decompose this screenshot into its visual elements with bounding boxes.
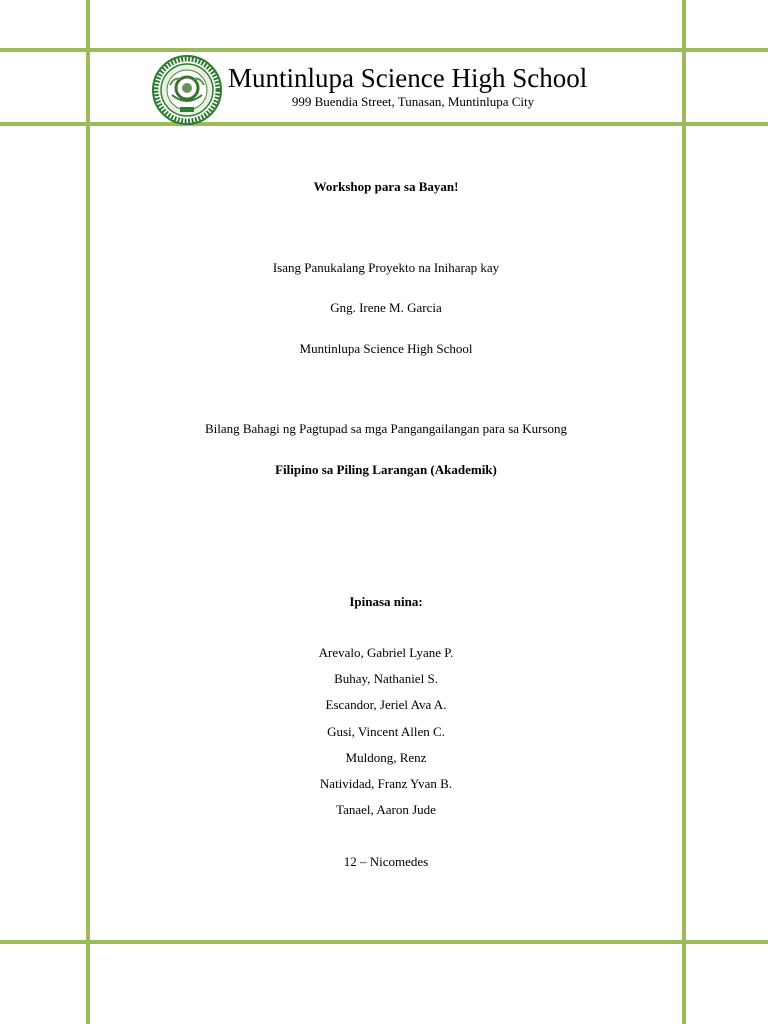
proposal-school: Muntinlupa Science High School [299,341,473,356]
member-name: Tanael, Aaron Jude [336,802,436,817]
course-name: Filipino sa Piling Larangan (Akademik) [275,462,497,477]
requirement-line: Bilang Bahagi ng Pagtupad sa mga Pangangailangan para sa Kursong [204,421,568,436]
header-divider-line [0,122,768,126]
teacher-name: Gng. Irene M. Garcia [330,300,442,315]
member-name: Arevalo, Gabriel Lyane P. [318,645,454,660]
member-name: Escandor, Jeriel Ava A. [325,697,447,712]
section-label: 12 – Nicomedes [343,854,429,869]
bottom-border-line [0,940,768,944]
member-name: Muldong, Renz [345,750,427,765]
proposal-line: Isang Panukalang Proyekto na Iniharap kay [272,260,500,275]
right-border-line [682,0,686,1024]
submitted-by-label: Ipinasa nina: [349,594,423,609]
school-address: 999 Buendia Street, Tunasan, Muntinlupa City [291,94,535,109]
school-name-heading: Muntinlupa Science High School [228,63,588,93]
member-name: Buhay, Nathaniel S. [334,671,438,686]
member-name: Gusi, Vincent Allen C. [327,724,445,739]
document-title: Workshop para sa Bayan! [313,179,459,194]
member-name: Natividad, Franz Yvan B. [319,776,453,791]
left-border-line [86,0,90,1024]
school-seal-icon [152,55,222,125]
top-border-line [0,48,768,52]
